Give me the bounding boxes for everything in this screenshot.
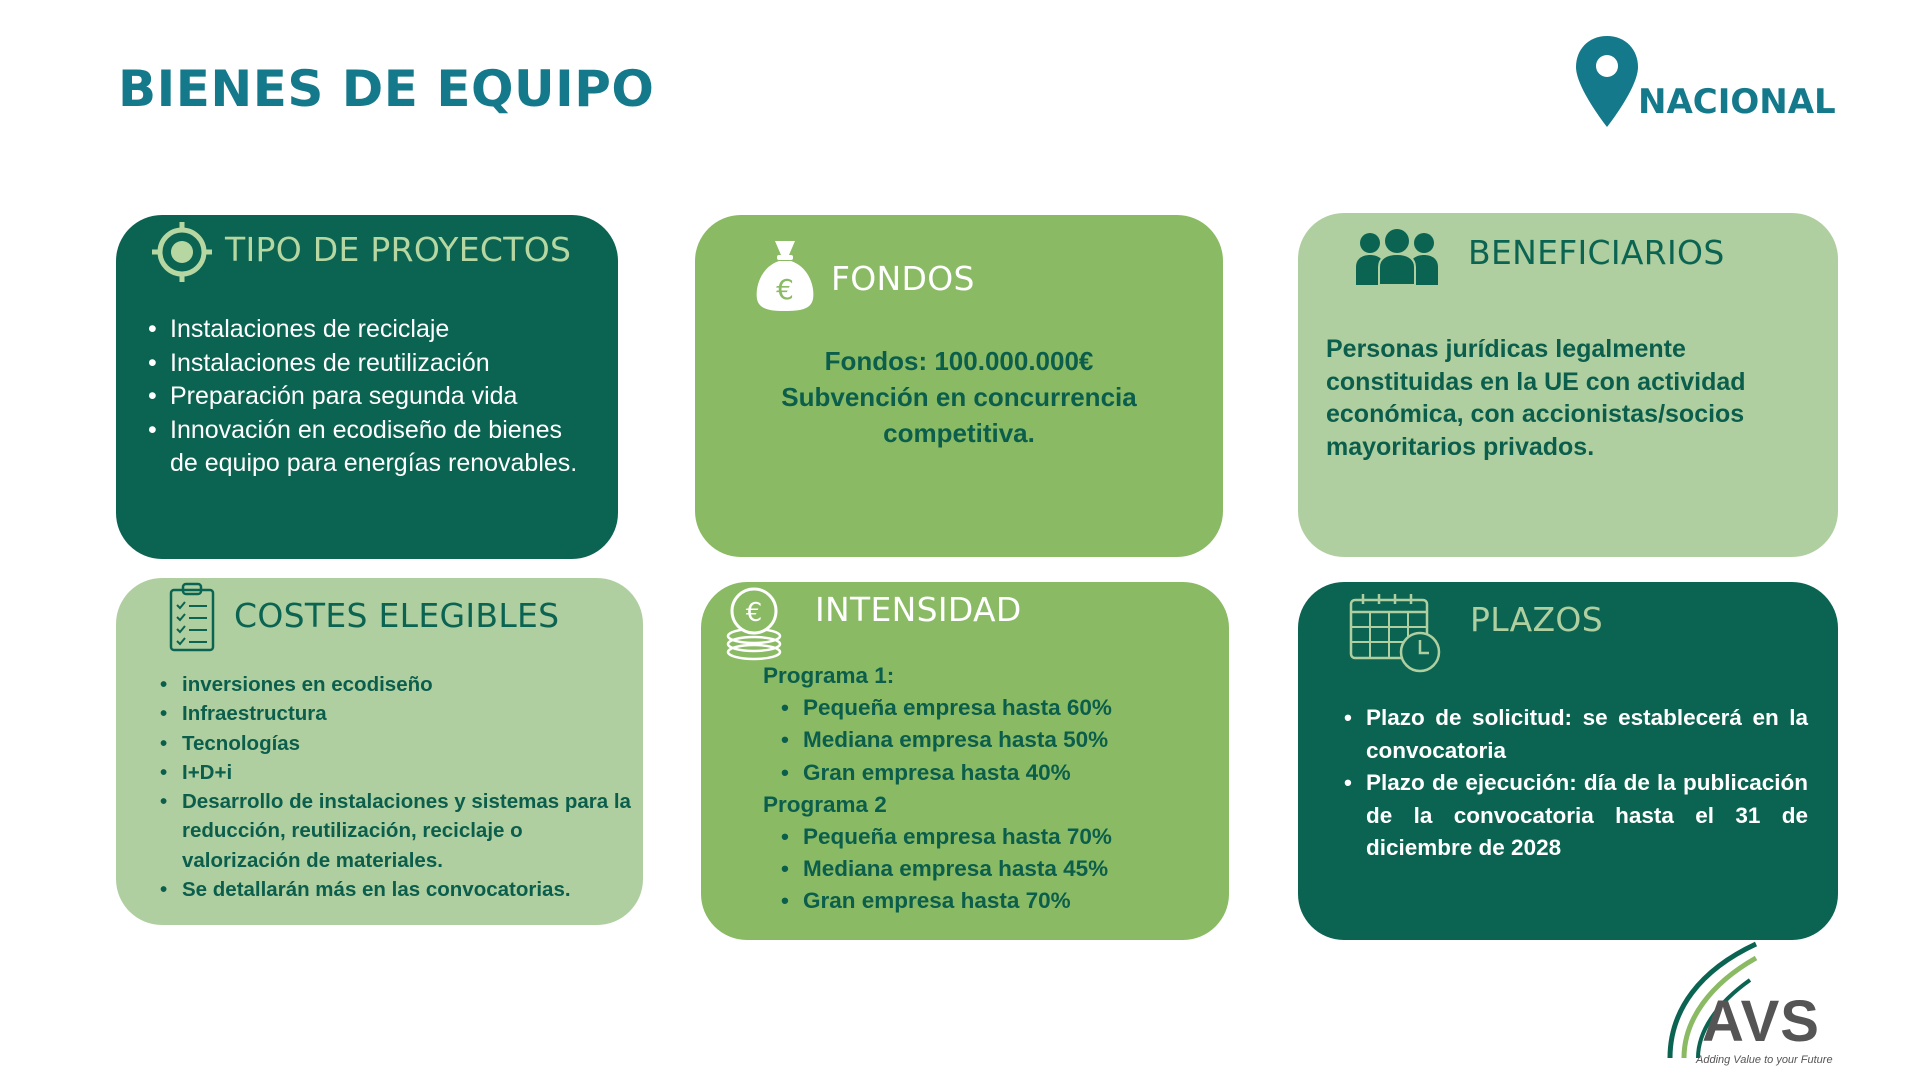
euro-coins-icon xyxy=(723,586,785,662)
programa1-list xyxy=(763,692,1213,789)
plazos-list xyxy=(1342,702,1808,865)
list-item: • Gran empresa hasta 40% xyxy=(779,757,1213,789)
list-item: • Mediana empresa hasta 50% xyxy=(779,724,1213,756)
intensidad-content xyxy=(763,660,1213,918)
card-title: INTENSIDAD xyxy=(815,590,1022,629)
beneficiarios-text: Personas jurídicas legalmente constituidas en la UE con actividad económica, con accionistas/socios mayoritarios privados. xyxy=(1326,335,1746,461)
scope-badge xyxy=(1572,32,1836,132)
card-title: BENEFICIARIOS xyxy=(1468,233,1725,272)
fondos-type: Subvención en concurrencia competitiva. xyxy=(781,382,1137,448)
card-tipo-proyectos xyxy=(116,215,618,559)
list-item: • Pequeña empresa hasta 60% xyxy=(779,692,1213,724)
list-item: • Infraestructura xyxy=(158,699,632,728)
location-pin-icon xyxy=(1572,32,1642,132)
logo-tagline: Adding Value to your Future xyxy=(1696,1054,1833,1066)
list-item: • Gran empresa hasta 70% xyxy=(779,885,1213,917)
card-title: FONDOS xyxy=(831,259,975,298)
programa1-label: Programa 1: xyxy=(763,663,895,688)
avs-logo xyxy=(1660,940,1850,1070)
card-title: PLAZOS xyxy=(1470,600,1603,639)
card-title: TIPO DE PROYECTOS xyxy=(225,230,572,269)
scope-label: NACIONAL xyxy=(1638,82,1836,122)
card-plazos xyxy=(1298,582,1838,940)
fondos-amount: Fondos: 100.000.000€ xyxy=(824,346,1094,376)
list-item: • Instalaciones de reciclaje xyxy=(146,313,592,347)
page-title: BIENES DE EQUIPO xyxy=(118,60,655,118)
list-item: • Desarrollo de instalaciones y sistemas para la reducción, reutilización, reciclaje o valorización de materiales. xyxy=(158,787,632,875)
costes-list xyxy=(158,670,632,904)
list-item: • Plazo de ejecución: día de la publicación de la convocatoria hasta el 31 de diciembre de 2028 xyxy=(1342,767,1808,865)
logo-name: AVS xyxy=(1702,989,1820,1054)
card-intensidad xyxy=(701,582,1229,940)
tipo-list xyxy=(146,313,592,481)
programa2-list xyxy=(763,821,1213,918)
list-item: • Mediana empresa hasta 45% xyxy=(779,853,1213,885)
card-title: COSTES ELEGIBLES xyxy=(234,596,560,635)
list-item: • inversiones en ecodiseño xyxy=(158,670,632,699)
list-item: • Se detallarán más en las convocatorias. xyxy=(158,875,632,904)
clipboard-checklist-icon xyxy=(168,581,216,653)
list-item: • Preparación para segunda vida xyxy=(146,380,592,414)
group-people-icon xyxy=(1354,227,1440,287)
fondos-text xyxy=(765,343,1153,451)
target-icon xyxy=(150,220,214,284)
card-fondos xyxy=(695,215,1223,557)
money-bag-euro-icon xyxy=(753,237,817,313)
svg-text:€: € xyxy=(745,598,763,628)
list-item: • I+D+i xyxy=(158,758,632,787)
list-item: • Innovación en ecodiseño de bienes de equipo para energías renovables. xyxy=(146,414,592,481)
card-beneficiarios xyxy=(1298,213,1838,557)
list-item: • Plazo de solicitud: se establecerá en la convocatoria xyxy=(1342,702,1808,767)
svg-text:€: € xyxy=(776,273,794,306)
list-item: • Instalaciones de reutilización xyxy=(146,347,592,381)
calendar-clock-icon xyxy=(1348,590,1444,676)
programa2-label: Programa 2 xyxy=(763,791,887,817)
list-item: • Tecnologías xyxy=(158,729,632,758)
card-costes-elegibles xyxy=(116,578,643,925)
list-item: • Pequeña empresa hasta 70% xyxy=(779,821,1213,853)
